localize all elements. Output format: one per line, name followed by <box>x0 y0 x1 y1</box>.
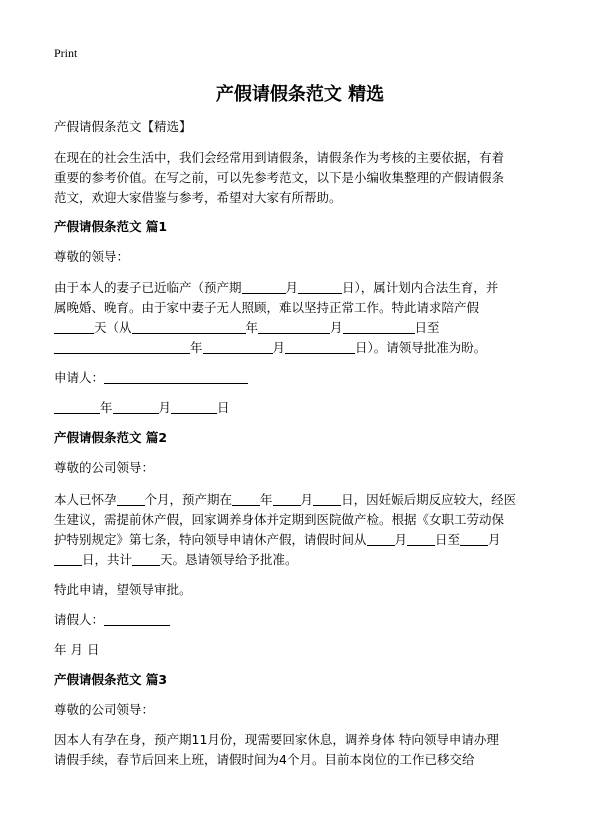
section-2-date: 年 月 日 <box>54 642 100 657</box>
page-title: 产假请假条范文 精选 <box>215 84 385 105</box>
section-2-line-4: 日，共计 天。恳请领导给予批准。 <box>54 550 554 570</box>
section-2-heading: 产假请假条范文 篇2 <box>54 430 168 445</box>
blank-field <box>460 532 488 546</box>
blank-field <box>298 280 342 294</box>
blank-field <box>313 492 341 506</box>
section-1-line-4: 年 月 日）。请领导批准为盼。 <box>54 338 554 358</box>
signature-field <box>104 612 170 626</box>
intro-line-1: 在现在的社会生活中，我们会经常用到请假条，请假条作为考核的主要依据，有着 <box>54 150 505 165</box>
section-2-line-2: 生建议，需提前休产假，回家调养身体并定期到医院做产检。根据《女职工劳动保 <box>54 512 505 527</box>
section-1-heading: 产假请假条范文 篇1 <box>54 219 168 234</box>
section-2-greeting: 尊敬的公司领导： <box>54 460 155 475</box>
blank-field <box>54 340 190 354</box>
intro-line-3: 范文，欢迎大家借鉴与参考，希望对大家有所帮助。 <box>54 190 342 205</box>
blank-field <box>132 320 246 334</box>
blank-field <box>242 280 286 294</box>
blank-field <box>132 552 160 566</box>
section-1-greeting: 尊敬的领导： <box>54 249 130 264</box>
section-1-line-2: 属晚婚、晚育。由于家中妻子无人照顾，难以坚持正常工作。特此请求陪产假 <box>54 300 480 315</box>
blank-field <box>113 400 159 414</box>
section-2-applicant: 请假人： <box>54 610 554 630</box>
blank-field <box>407 532 435 546</box>
section-3-line-2: 请假手续，春节后回来上班，请假时间为4个月。目前本岗位的工作已移交给 <box>54 752 475 767</box>
blank-field <box>54 320 94 334</box>
section-1-applicant: 申请人： <box>54 368 554 388</box>
blank-field <box>285 340 355 354</box>
blank-field <box>54 552 82 566</box>
section-3-heading: 产假请假条范文 篇3 <box>54 672 168 687</box>
blank-field <box>343 320 415 334</box>
section-3-greeting: 尊敬的公司领导： <box>54 702 155 717</box>
doc-subtitle: 产假请假条范文【精选】 <box>54 119 192 134</box>
blank-field <box>258 320 330 334</box>
blank-field <box>203 340 273 354</box>
section-1-line-3: 天（从 年 月 日至 <box>54 318 554 338</box>
section-1-date: 年 月 日 <box>54 398 554 418</box>
blank-field <box>232 492 260 506</box>
signature-field <box>104 370 248 384</box>
blank-field <box>54 400 100 414</box>
print-link[interactable]: Print <box>54 46 78 60</box>
blank-field <box>171 400 217 414</box>
section-2-line-1: 本人已怀孕 个月，预产期在 年 月 日，因妊娠后期反应较大，经医 <box>54 492 517 507</box>
blank-field <box>117 492 145 506</box>
intro-line-2: 重要的参考价值。在写之前，可以先参考范文，以下是小编收集整理的产假请假条 <box>54 170 505 185</box>
section-3-line-1: 因本人有孕在身，预产期11月份，现需要回家休息，调养身体 特向领导申请办理 <box>54 732 499 747</box>
section-1-line-1: 由于本人的妻子已近临产（预产期 月 日），属计划内合法生育，并 <box>54 280 499 295</box>
section-2-closing: 特此申请，望领导审批。 <box>54 582 192 597</box>
section-2-line-3: 护特别规定》第七条，特向领导申请休产假，请假时间从 月 日至 月 <box>54 532 501 547</box>
blank-field <box>273 492 301 506</box>
blank-field <box>367 532 395 546</box>
